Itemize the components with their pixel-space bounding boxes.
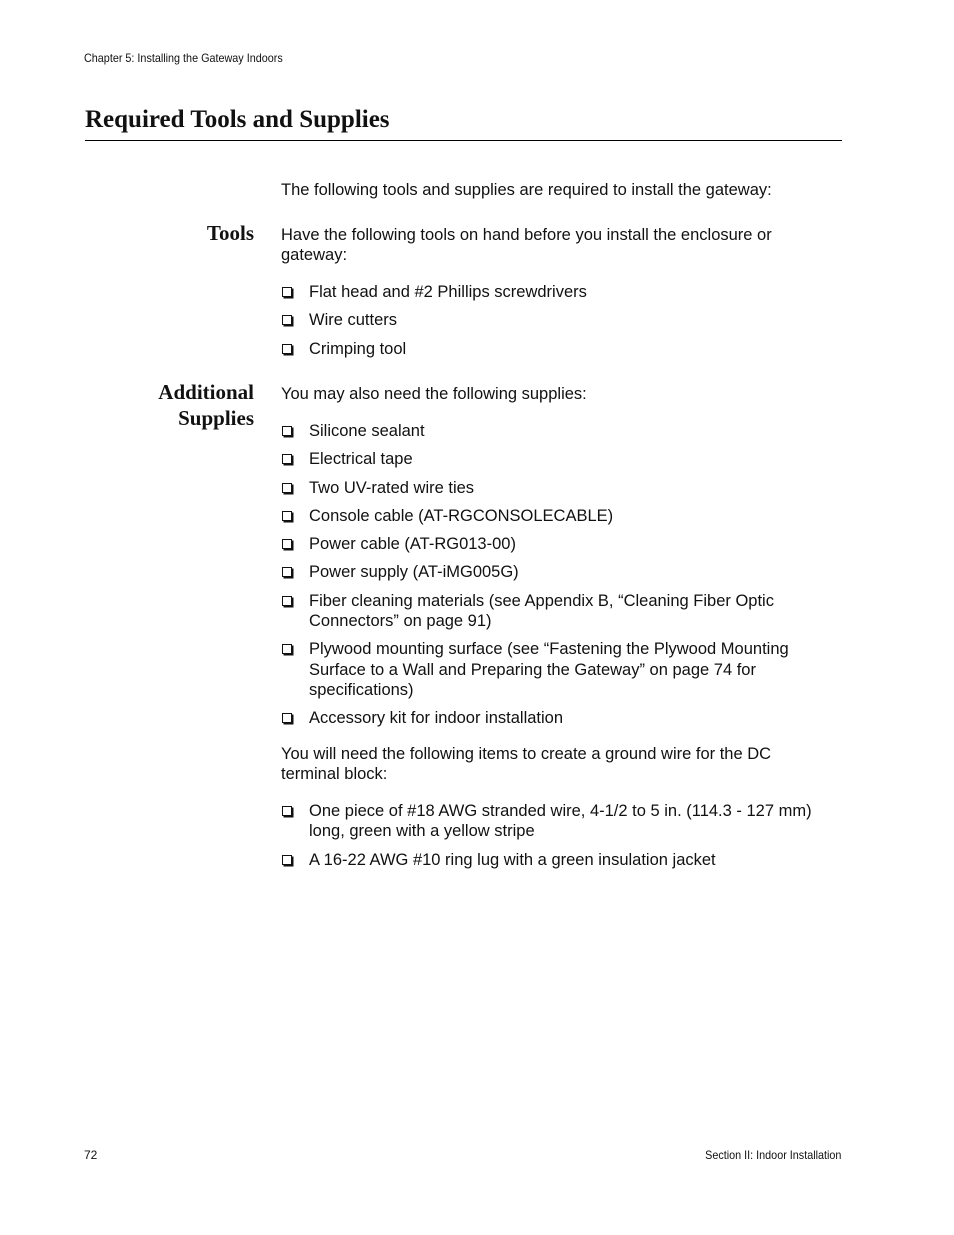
title-rule: [85, 140, 842, 141]
additional-supplies-heading: Additional Supplies: [158, 380, 254, 430]
list-item: Silicone sealant: [281, 421, 841, 441]
list-item: Two UV-rated wire ties: [281, 478, 841, 498]
running-footer: Section II: Indoor Installation: [704, 1148, 841, 1162]
checkbox-bullet-icon: [282, 596, 292, 606]
ground-lead: You will need the following items to create a ground wire for the DC terminal block:: [281, 745, 772, 783]
checkbox-bullet-icon: [282, 713, 292, 723]
supplies-lead: You may also need the following supplies:: [281, 385, 587, 403]
checkbox-bullet-icon: [282, 539, 292, 549]
checkbox-bullet-icon: [282, 344, 292, 354]
list-item: Flat head and #2 Phillips screwdrivers: [281, 282, 841, 302]
checkbox-bullet-icon: [282, 855, 292, 865]
tools-list: [281, 282, 841, 359]
ground-list: [281, 801, 846, 870]
list-item: A 16-22 AWG #10 ring lug with a green insulation jacket: [281, 850, 846, 870]
list-item: Console cable (AT-RGCONSOLECABLE): [281, 506, 841, 526]
checkbox-bullet-icon: [282, 567, 292, 577]
page-title: Required Tools and Supplies: [85, 106, 390, 133]
checkbox-bullet-icon: [282, 315, 292, 325]
list-item: Plywood mounting surface (see “Fastening the Plywood Mounting Surface to a Wall and Preparing the Gateway” on page 74 for specifications): [281, 639, 834, 700]
tools-heading: Tools: [206, 221, 254, 245]
checkbox-bullet-icon: [282, 454, 292, 464]
running-header: Chapter 5: Installing the Gateway Indoors: [84, 51, 283, 65]
page-number: 72: [84, 1148, 98, 1162]
checkbox-bullet-icon: [282, 511, 292, 521]
checkbox-bullet-icon: [282, 806, 292, 816]
list-item: Wire cutters: [281, 310, 841, 330]
list-item: Accessory kit for indoor installation: [281, 708, 841, 728]
list-item: Fiber cleaning materials (see Appendix B, “Cleaning Fiber Optic Connectors” on page 91): [281, 591, 809, 632]
checkbox-bullet-icon: [282, 644, 292, 654]
checkbox-bullet-icon: [282, 287, 292, 297]
list-item: Crimping tool: [281, 339, 841, 359]
intro-paragraph: The following tools and supplies are required to install the gateway:: [281, 181, 772, 199]
list-item: One piece of #18 AWG stranded wire, 4-1/2 to 5 in. (114.3 - 127 mm) long, green with a yellow stripe: [281, 801, 846, 842]
supplies-list: [281, 421, 841, 729]
list-item: Power supply (AT-iMG005G): [281, 562, 841, 582]
checkbox-bullet-icon: [282, 483, 292, 493]
checkbox-bullet-icon: [282, 426, 292, 436]
list-item: Electrical tape: [281, 449, 841, 469]
tools-lead: Have the following tools on hand before you install the enclosure or gateway:: [281, 226, 772, 264]
list-item: Power cable (AT-RG013-00): [281, 534, 841, 554]
